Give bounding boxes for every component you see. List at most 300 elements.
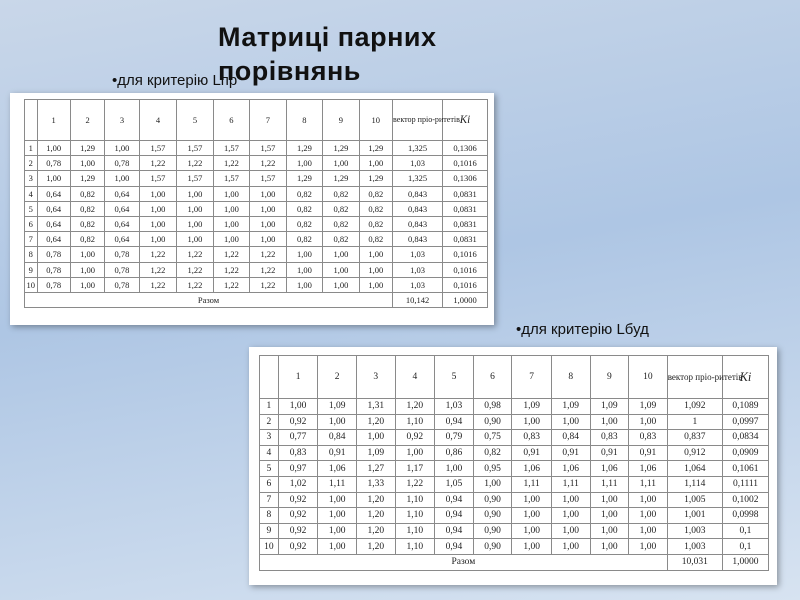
table-cell: 1,57 bbox=[250, 141, 286, 156]
table-cell: 1,03 bbox=[435, 399, 474, 415]
table-row bbox=[25, 247, 488, 262]
table-cell: 1,17 bbox=[395, 461, 435, 477]
table-cell: 0,0831 bbox=[443, 201, 488, 216]
table-cell: 1,00 bbox=[356, 430, 395, 446]
table-cell: 0,0998 bbox=[722, 508, 768, 524]
table-cell: 0,837 bbox=[667, 430, 722, 446]
table-cell: 0,78 bbox=[37, 262, 70, 277]
table-cell: 1,20 bbox=[356, 414, 395, 430]
table-cell: 1,09 bbox=[551, 399, 590, 415]
table-cell: 0,82 bbox=[70, 216, 104, 231]
table-cell: 1,00 bbox=[139, 186, 177, 201]
table-cell: 0,912 bbox=[667, 445, 722, 461]
table-cell: 1,29 bbox=[323, 141, 359, 156]
row-index: 2 bbox=[260, 414, 279, 430]
table-cell: 1,00 bbox=[551, 508, 590, 524]
table-cell: 0,92 bbox=[278, 539, 318, 555]
table-cell: 1,22 bbox=[213, 277, 249, 292]
table-cell: 1,11 bbox=[318, 476, 357, 492]
table-cell: 1,00 bbox=[629, 539, 668, 555]
table-header-row bbox=[260, 356, 769, 399]
table-cell: 0,82 bbox=[70, 186, 104, 201]
table-cell: 0,79 bbox=[435, 430, 474, 446]
table-cell: 1,03 bbox=[392, 277, 442, 292]
table-cell: 1,00 bbox=[278, 399, 318, 415]
table-cell: 1,57 bbox=[139, 141, 177, 156]
table-cell: 1,00 bbox=[139, 216, 177, 231]
table-cell: 1,325 bbox=[392, 141, 442, 156]
table-cell: 0,94 bbox=[435, 414, 474, 430]
table-cell: 1,00 bbox=[359, 262, 392, 277]
table-cell: 1,57 bbox=[177, 141, 213, 156]
table-header-row bbox=[25, 100, 488, 141]
table-cell: 0,64 bbox=[37, 201, 70, 216]
table-cell: 0,1016 bbox=[443, 277, 488, 292]
table-row bbox=[260, 399, 769, 415]
table-cell: 0,843 bbox=[392, 216, 442, 231]
header-col: 6 bbox=[473, 356, 512, 399]
table-cell: 1,00 bbox=[70, 156, 104, 171]
header-col: 1 bbox=[37, 100, 70, 141]
table-cell: 1,22 bbox=[139, 156, 177, 171]
table-cell: 1,00 bbox=[177, 186, 213, 201]
table-cell: 1,00 bbox=[551, 414, 590, 430]
table-cell: 0,64 bbox=[37, 232, 70, 247]
table-cell: 0,78 bbox=[105, 247, 139, 262]
table-cell: 1,20 bbox=[395, 399, 435, 415]
table-row bbox=[260, 430, 769, 446]
table-cell: 1,29 bbox=[323, 171, 359, 186]
criterion-label-lpr: •для критерію Lпр bbox=[112, 72, 238, 89]
table-row bbox=[25, 186, 488, 201]
table-cell: 1,31 bbox=[356, 399, 395, 415]
table-cell: 0,82 bbox=[359, 232, 392, 247]
table-cell: 1,00 bbox=[139, 201, 177, 216]
header-col: 2 bbox=[318, 356, 357, 399]
table-cell: 1,00 bbox=[323, 247, 359, 262]
table-cell: 0,1061 bbox=[722, 461, 768, 477]
table-cell: 1,57 bbox=[250, 171, 286, 186]
table-cell: 1,00 bbox=[213, 186, 249, 201]
row-index: 1 bbox=[25, 141, 38, 156]
header-col: 4 bbox=[395, 356, 435, 399]
table-cell: 1,00 bbox=[213, 216, 249, 231]
table-cell: 0,94 bbox=[435, 492, 474, 508]
table-cell: 0,843 bbox=[392, 232, 442, 247]
total-label: Разом bbox=[260, 554, 668, 570]
total-k: 1,0000 bbox=[722, 554, 768, 570]
row-index: 3 bbox=[25, 171, 38, 186]
table-cell: 1,00 bbox=[359, 247, 392, 262]
table-cell: 0,82 bbox=[323, 186, 359, 201]
table-cell: 1,06 bbox=[512, 461, 552, 477]
table-cell: 0,0831 bbox=[443, 232, 488, 247]
row-index: 4 bbox=[25, 186, 38, 201]
table-cell: 1,00 bbox=[318, 523, 357, 539]
table-cell: 1,00 bbox=[512, 539, 552, 555]
table-cell: 1,22 bbox=[250, 247, 286, 262]
header-col: 8 bbox=[286, 100, 322, 141]
table-cell: 1,00 bbox=[250, 232, 286, 247]
table-cell: 0,94 bbox=[435, 539, 474, 555]
table-cell: 0,97 bbox=[278, 461, 318, 477]
table-cell: 1,00 bbox=[213, 232, 249, 247]
table-cell: 1,29 bbox=[359, 171, 392, 186]
total-vector: 10,031 bbox=[667, 554, 722, 570]
table-cell: 0,82 bbox=[359, 186, 392, 201]
table-cell: 0,82 bbox=[70, 232, 104, 247]
table-cell: 1,11 bbox=[512, 476, 552, 492]
header-col: 4 bbox=[139, 100, 177, 141]
table-cell: 1,11 bbox=[551, 476, 590, 492]
table-cell: 0,91 bbox=[590, 445, 629, 461]
table-cell: 0,92 bbox=[278, 508, 318, 524]
table-cell: 1,00 bbox=[629, 414, 668, 430]
table-cell: 1,09 bbox=[590, 399, 629, 415]
table-cell: 0,95 bbox=[473, 461, 512, 477]
table-cell: 0,84 bbox=[551, 430, 590, 446]
header-col: 1 bbox=[278, 356, 318, 399]
row-index: 1 bbox=[260, 399, 279, 415]
table-cell: 1,00 bbox=[359, 277, 392, 292]
table-cell: 0,90 bbox=[473, 539, 512, 555]
table-cell: 1,06 bbox=[629, 461, 668, 477]
table-row bbox=[25, 141, 488, 156]
table-cell: 1,22 bbox=[213, 156, 249, 171]
table-cell: 1,29 bbox=[359, 141, 392, 156]
table-cell: 1,005 bbox=[667, 492, 722, 508]
table-cell: 1,00 bbox=[629, 492, 668, 508]
table-cell: 0,90 bbox=[473, 414, 512, 430]
table-cell: 1,00 bbox=[286, 247, 322, 262]
header-corner bbox=[25, 100, 38, 141]
table-cell: 0,82 bbox=[359, 216, 392, 231]
table-cell: 1,29 bbox=[286, 141, 322, 156]
table-cell: 0,90 bbox=[473, 523, 512, 539]
table-cell: 1,00 bbox=[213, 201, 249, 216]
table-cell: 0,91 bbox=[512, 445, 552, 461]
table-cell: 0,1016 bbox=[443, 247, 488, 262]
table-cell: 1,10 bbox=[395, 492, 435, 508]
table-cell: 0,1 bbox=[722, 539, 768, 555]
table-cell: 1,06 bbox=[318, 461, 357, 477]
header-col: 7 bbox=[250, 100, 286, 141]
table-cell: 1,57 bbox=[177, 171, 213, 186]
table-cell: 1,00 bbox=[323, 277, 359, 292]
table-cell: 1,00 bbox=[105, 171, 139, 186]
slide-title: Матриці парних порівнянь bbox=[218, 22, 437, 86]
table-cell: 0,75 bbox=[473, 430, 512, 446]
table-cell: 1,22 bbox=[177, 247, 213, 262]
total-k: 1,0000 bbox=[443, 292, 488, 307]
table-cell: 0,77 bbox=[278, 430, 318, 446]
table-cell: 1,00 bbox=[70, 247, 104, 262]
matrix-panel-lbud bbox=[249, 347, 777, 585]
table-cell: 1,325 bbox=[392, 171, 442, 186]
table-cell: 0,64 bbox=[105, 232, 139, 247]
table-cell: 1,27 bbox=[356, 461, 395, 477]
table-cell: 0,0909 bbox=[722, 445, 768, 461]
table-cell: 1,00 bbox=[318, 492, 357, 508]
table-cell: 1,22 bbox=[139, 277, 177, 292]
row-index: 8 bbox=[25, 247, 38, 262]
table-row bbox=[260, 476, 769, 492]
table-cell: 1,03 bbox=[392, 262, 442, 277]
table-cell: 0,64 bbox=[37, 186, 70, 201]
table-cell: 1,10 bbox=[395, 414, 435, 430]
table-cell: 1,09 bbox=[512, 399, 552, 415]
comparison-matrix-lbud bbox=[259, 355, 769, 571]
table-cell: 0,94 bbox=[435, 508, 474, 524]
header-col: 3 bbox=[105, 100, 139, 141]
table-cell: 1,00 bbox=[512, 508, 552, 524]
table-cell: 1,00 bbox=[37, 141, 70, 156]
header-col: 8 bbox=[551, 356, 590, 399]
table-cell: 0,1306 bbox=[443, 171, 488, 186]
table-cell: 1,22 bbox=[213, 262, 249, 277]
table-cell: 1,00 bbox=[250, 186, 286, 201]
comparison-matrix-lpr bbox=[24, 99, 488, 308]
table-cell: 0,82 bbox=[473, 445, 512, 461]
row-index: 4 bbox=[260, 445, 279, 461]
table-cell: 0,84 bbox=[318, 430, 357, 446]
table-cell: 0,843 bbox=[392, 186, 442, 201]
table-cell: 1,22 bbox=[250, 277, 286, 292]
table-cell: 0,1016 bbox=[443, 262, 488, 277]
table-cell: 0,843 bbox=[392, 201, 442, 216]
table-cell: 1,22 bbox=[213, 247, 249, 262]
table-cell: 0,64 bbox=[105, 216, 139, 231]
table-cell: 1,57 bbox=[139, 171, 177, 186]
row-index: 5 bbox=[260, 461, 279, 477]
table-cell: 0,91 bbox=[318, 445, 357, 461]
table-cell: 0,1111 bbox=[722, 476, 768, 492]
table-cell: 1,22 bbox=[250, 262, 286, 277]
table-cell: 1,00 bbox=[177, 232, 213, 247]
header-k: Ki bbox=[443, 100, 488, 141]
header-col: 6 bbox=[213, 100, 249, 141]
table-cell: 0,92 bbox=[278, 414, 318, 430]
total-vector: 10,142 bbox=[392, 292, 442, 307]
table-row bbox=[260, 508, 769, 524]
table-cell: 1,00 bbox=[629, 523, 668, 539]
table-cell: 1,00 bbox=[177, 216, 213, 231]
table-row bbox=[260, 539, 769, 555]
table-row bbox=[260, 445, 769, 461]
table-cell: 0,82 bbox=[323, 232, 359, 247]
table-cell: 1,00 bbox=[323, 156, 359, 171]
table-cell: 1,29 bbox=[286, 171, 322, 186]
table-cell: 0,78 bbox=[105, 262, 139, 277]
table-row bbox=[260, 414, 769, 430]
table-cell: 1,10 bbox=[395, 523, 435, 539]
table-cell: 1,00 bbox=[512, 492, 552, 508]
table-cell: 0,82 bbox=[70, 201, 104, 216]
table-cell: 1,22 bbox=[395, 476, 435, 492]
table-cell: 0,83 bbox=[278, 445, 318, 461]
table-cell: 1,05 bbox=[435, 476, 474, 492]
row-index: 10 bbox=[260, 539, 279, 555]
row-index: 10 bbox=[25, 277, 38, 292]
table-cell: 1,00 bbox=[551, 539, 590, 555]
table-cell: 1,00 bbox=[590, 523, 629, 539]
table-cell: 0,82 bbox=[323, 201, 359, 216]
table-cell: 0,82 bbox=[286, 232, 322, 247]
row-index: 6 bbox=[25, 216, 38, 231]
table-cell: 1,00 bbox=[286, 262, 322, 277]
table-row bbox=[260, 492, 769, 508]
table-cell: 1,22 bbox=[139, 262, 177, 277]
row-index: 5 bbox=[25, 201, 38, 216]
table-cell: 1,09 bbox=[356, 445, 395, 461]
table-cell: 0,64 bbox=[105, 186, 139, 201]
table-cell: 0,92 bbox=[278, 523, 318, 539]
table-row bbox=[25, 171, 488, 186]
table-cell: 0,83 bbox=[512, 430, 552, 446]
table-cell: 1,00 bbox=[70, 262, 104, 277]
table-cell: 0,1306 bbox=[443, 141, 488, 156]
table-cell: 1,092 bbox=[667, 399, 722, 415]
table-cell: 0,64 bbox=[105, 201, 139, 216]
table-cell: 0,90 bbox=[473, 492, 512, 508]
row-index: 3 bbox=[260, 430, 279, 446]
table-cell: 1,00 bbox=[359, 156, 392, 171]
table-cell: 1,20 bbox=[356, 492, 395, 508]
table-row bbox=[25, 277, 488, 292]
table-cell: 0,91 bbox=[551, 445, 590, 461]
row-index: 9 bbox=[260, 523, 279, 539]
table-cell: 1,00 bbox=[286, 156, 322, 171]
header-col: 10 bbox=[359, 100, 392, 141]
table-cell: 0,1 bbox=[722, 523, 768, 539]
table-cell: 0,91 bbox=[629, 445, 668, 461]
table-cell: 0,92 bbox=[395, 430, 435, 446]
table-cell: 0,82 bbox=[286, 216, 322, 231]
header-corner bbox=[260, 356, 279, 399]
table-row bbox=[260, 461, 769, 477]
table-cell: 1,003 bbox=[667, 523, 722, 539]
table-cell: 1,22 bbox=[177, 156, 213, 171]
table-cell: 1,00 bbox=[250, 216, 286, 231]
table-cell: 0,64 bbox=[37, 216, 70, 231]
table-cell: 0,90 bbox=[473, 508, 512, 524]
table-cell: 0,78 bbox=[37, 156, 70, 171]
table-cell: 1,00 bbox=[590, 492, 629, 508]
table-cell: 1,00 bbox=[590, 508, 629, 524]
table-cell: 0,78 bbox=[37, 277, 70, 292]
table-cell: 1,57 bbox=[213, 171, 249, 186]
table-cell: 0,86 bbox=[435, 445, 474, 461]
table-cell: 0,0997 bbox=[722, 414, 768, 430]
table-cell: 1,00 bbox=[395, 445, 435, 461]
table-cell: 1,00 bbox=[250, 201, 286, 216]
table-cell: 0,82 bbox=[286, 201, 322, 216]
table-cell: 1,114 bbox=[667, 476, 722, 492]
table-cell: 1,00 bbox=[286, 277, 322, 292]
header-priority-vector: вектор прio-ритетів bbox=[667, 356, 722, 399]
table-cell: 1,22 bbox=[177, 277, 213, 292]
table-cell: 1,10 bbox=[395, 539, 435, 555]
header-col: 10 bbox=[629, 356, 668, 399]
table-cell: 1,29 bbox=[70, 141, 104, 156]
table-cell: 1,22 bbox=[250, 156, 286, 171]
table-cell: 1,064 bbox=[667, 461, 722, 477]
table-cell: 1,00 bbox=[473, 476, 512, 492]
table-cell: 1,00 bbox=[318, 508, 357, 524]
table-cell: 1,22 bbox=[139, 247, 177, 262]
table-cell: 0,1089 bbox=[722, 399, 768, 415]
header-col: 5 bbox=[435, 356, 474, 399]
header-col: 2 bbox=[70, 100, 104, 141]
table-cell: 1,22 bbox=[177, 262, 213, 277]
table-cell: 1,03 bbox=[392, 247, 442, 262]
row-index: 7 bbox=[25, 232, 38, 247]
table-cell: 1,00 bbox=[323, 262, 359, 277]
row-index: 9 bbox=[25, 262, 38, 277]
header-col: 9 bbox=[590, 356, 629, 399]
table-cell: 1,00 bbox=[512, 414, 552, 430]
table-cell: 1,33 bbox=[356, 476, 395, 492]
row-index: 2 bbox=[25, 156, 38, 171]
table-cell: 0,92 bbox=[278, 492, 318, 508]
table-row bbox=[25, 201, 488, 216]
table-cell: 1,11 bbox=[590, 476, 629, 492]
table-cell: 1 bbox=[667, 414, 722, 430]
table-cell: 1,00 bbox=[177, 201, 213, 216]
table-cell: 1,09 bbox=[318, 399, 357, 415]
table-cell: 0,1002 bbox=[722, 492, 768, 508]
table-row bbox=[260, 523, 769, 539]
table-cell: 1,20 bbox=[356, 539, 395, 555]
table-cell: 1,00 bbox=[318, 539, 357, 555]
table-cell: 1,11 bbox=[629, 476, 668, 492]
header-k: Ki bbox=[722, 356, 768, 399]
header-priority-vector: вектор прio-ритетів bbox=[392, 100, 442, 141]
header-col: 7 bbox=[512, 356, 552, 399]
table-row bbox=[25, 262, 488, 277]
table-cell: 0,0831 bbox=[443, 216, 488, 231]
table-cell: 1,00 bbox=[551, 492, 590, 508]
table-cell: 1,00 bbox=[37, 171, 70, 186]
table-row bbox=[25, 216, 488, 231]
table-cell: 0,0834 bbox=[722, 430, 768, 446]
table-cell: 1,00 bbox=[629, 508, 668, 524]
table-cell: 1,001 bbox=[667, 508, 722, 524]
table-cell: 1,20 bbox=[356, 523, 395, 539]
table-cell: 1,00 bbox=[139, 232, 177, 247]
table-cell: 0,82 bbox=[359, 201, 392, 216]
table-cell: 0,83 bbox=[590, 430, 629, 446]
table-cell: 1,02 bbox=[278, 476, 318, 492]
row-index: 8 bbox=[260, 508, 279, 524]
table-cell: 1,00 bbox=[318, 414, 357, 430]
total-row bbox=[260, 554, 769, 570]
header-col: 3 bbox=[356, 356, 395, 399]
total-row bbox=[25, 292, 488, 307]
table-cell: 1,03 bbox=[392, 156, 442, 171]
row-index: 6 bbox=[260, 476, 279, 492]
table-cell: 1,57 bbox=[213, 141, 249, 156]
table-cell: 1,00 bbox=[105, 141, 139, 156]
total-label: Разом bbox=[25, 292, 393, 307]
table-row bbox=[25, 156, 488, 171]
table-cell: 0,0831 bbox=[443, 186, 488, 201]
table-cell: 0,78 bbox=[37, 247, 70, 262]
table-cell: 0,82 bbox=[286, 186, 322, 201]
table-cell: 0,83 bbox=[629, 430, 668, 446]
table-cell: 1,29 bbox=[70, 171, 104, 186]
table-cell: 1,10 bbox=[395, 508, 435, 524]
